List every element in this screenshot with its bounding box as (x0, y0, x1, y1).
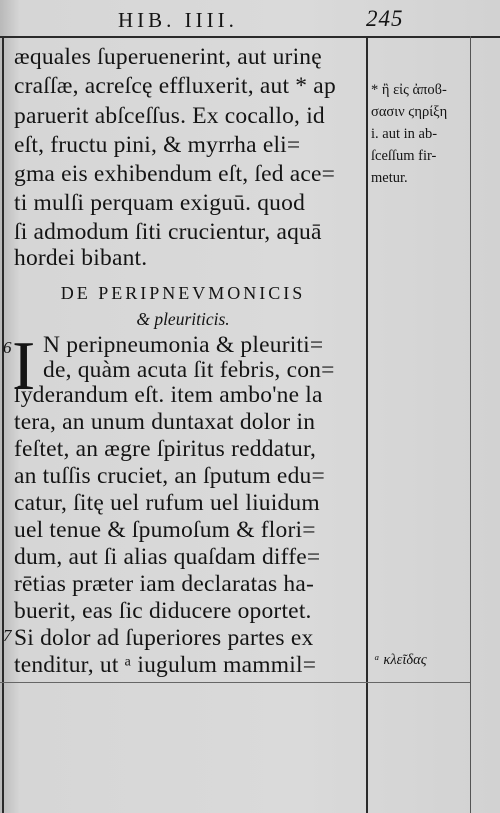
text-line: tera, an unum duntaxat dolor in (14, 409, 316, 435)
left-frame-rule (2, 36, 4, 813)
text-line: hordei bibant. (14, 245, 148, 271)
text-line: N peripneumonia & pleuriti= (43, 332, 324, 358)
text-line: feſtet, an ægre ſpiritus reddatur, (14, 436, 317, 462)
margin-note-line: σασιν ϛηρίξη (371, 104, 448, 120)
text-line: an tuſſis cruciet, an ſputum edu= (14, 463, 325, 489)
running-head: HIB. IIII. (118, 8, 238, 32)
text-line: buerit, eas ſic diducere oportet. (14, 598, 312, 624)
text-line: paruerit abſceſſus. Ex cocallo, id (14, 103, 325, 129)
margin-note-line: i. aut in ab- (371, 126, 438, 142)
text-line: ſi admodum ſiti crucientur, aquā (14, 219, 322, 245)
text-line: tenditur, ut ᵃ iugulum mammil= (14, 652, 317, 678)
text-line: uel tenue & ſpumoſum & flori= (14, 517, 316, 543)
bottom-rule (0, 682, 470, 683)
text-line: ti mulſi perquam exiguū. quod (14, 190, 306, 216)
margin-note-line: metur. (371, 170, 408, 186)
right-frame-rule (470, 36, 471, 813)
paragraph-number: 6 (3, 338, 12, 357)
text-line: ſyderandum eſt. item ambo'ne la (14, 382, 323, 408)
section-title: DE PERIPNEVMONICIS (60, 283, 306, 303)
text-line: dum, aut ſi alias quaſdam diffe= (14, 544, 321, 570)
text-line: craſſæ, acreſcę effluxerit, aut * ap (14, 73, 336, 99)
margin-note-line: ſceſſum fir- (371, 148, 437, 164)
text-line: eſt, fructu pini, & myrrha eli= (14, 132, 301, 158)
text-line: catur, ſitę uel rufum uel liuidum (14, 490, 320, 516)
page-number: 245 (366, 6, 404, 31)
margin-note-line: * ἢ εἰς ἀποϐ- (371, 82, 447, 98)
page-header (0, 6, 500, 34)
paragraph-number: 7 (3, 626, 12, 645)
margin-divider-rule (366, 36, 368, 813)
section-subtitle: & pleuriticis. (136, 309, 230, 329)
text-line: æquales ſuperuenerint, aut urinę (14, 44, 322, 70)
header-rule (0, 36, 500, 38)
drop-cap: I (12, 328, 36, 405)
text-line: de, quàm acuta ſit febris, con= (43, 357, 335, 383)
text-line: rētias præter iam declaratas ha- (14, 571, 315, 597)
text-line: Si dolor ad ſuperiores partes ex (14, 625, 314, 651)
text-line: gma eis exhibendum eſt, ſed ace= (14, 161, 336, 187)
margin-note-2: ᵃ κλεῖδας (374, 652, 427, 668)
